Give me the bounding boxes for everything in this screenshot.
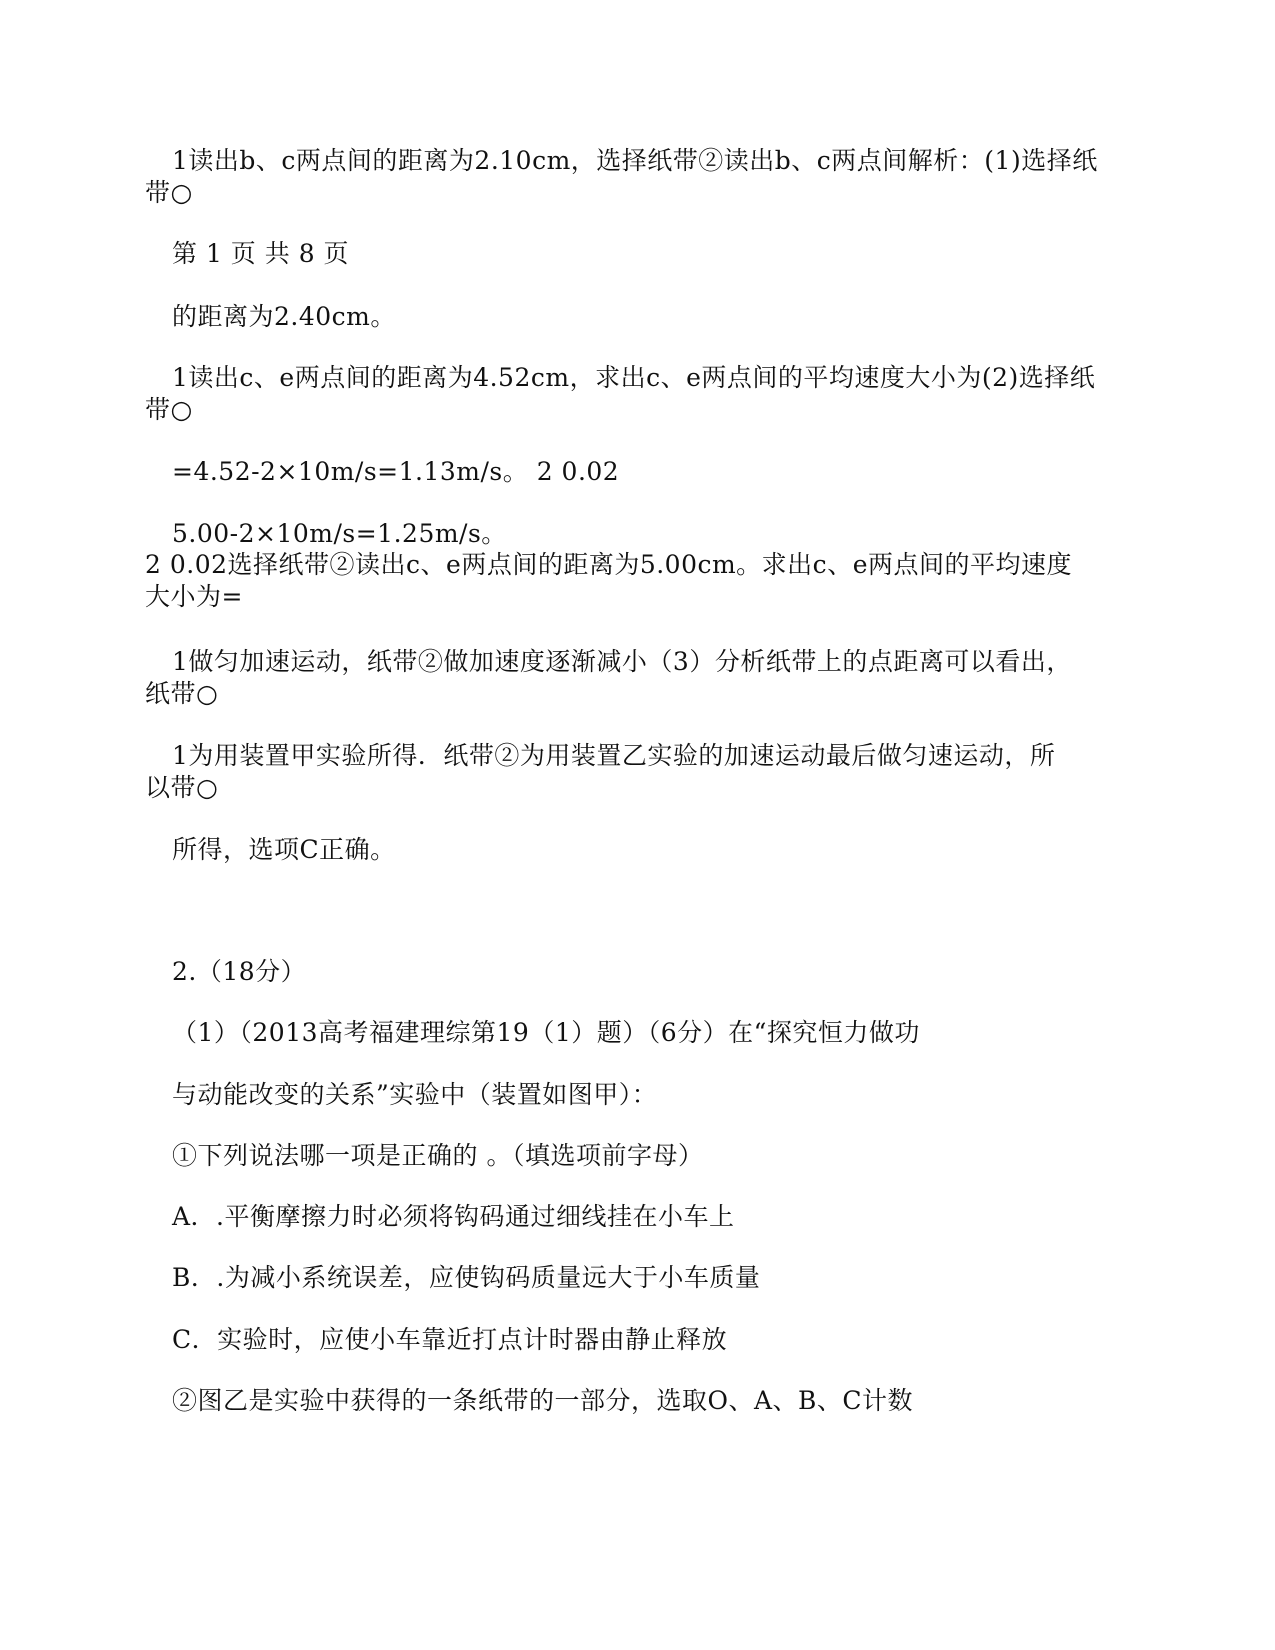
text-line: 1为用装置甲实验所得．纸带②为用装置乙实验的加速运动最后做匀速运动，所 [172,741,1056,770]
page-number: 第 1 页 共 8 页 [172,239,350,268]
option-b: B．.为减小系统误差，应使钩码质量远大于小车质量 [172,1263,761,1292]
option-c: C．实验时，应使小车靠近打点计时器由静止释放 [172,1325,728,1354]
text-line: 带○ [145,178,193,207]
text-line: 1做匀加速运动，纸带②做加速度逐渐减小（3）分析纸带上的点距离可以看出， [172,647,1072,676]
text-line: 以带○ [145,773,219,802]
text-line: 的距离为2.40cm。 [172,302,396,331]
text-line: 1读出c、e两点间的距离为4.52cm，求出c、e两点间的平均速度大小为(2)选择纸 [172,363,1096,392]
question-text: ②图乙是实验中获得的一条纸带的一部分，选取O、A、B、C计数 [172,1386,914,1415]
text-line: 带○ [145,395,193,424]
text-line: 1读出b、c两点间的距离为2.10cm，选择纸带②读出b、c两点间解析：(1)选择纸 [172,146,1098,175]
question-heading: 2.（18分） [172,957,307,986]
formula-line: 5.00-2×10m/s=1.25m/s。 [172,519,507,548]
question-prompt: ①下列说法哪一项是正确的 。（填选项前字母） [172,1141,704,1170]
text-line: 所得，选项C正确。 [172,835,396,864]
text-line: 大小为= [145,582,243,611]
question-text: （1）（2013高考福建理综第19（1）题）（6分）在“探究恒力做功 [172,1018,920,1047]
option-a: A．.平衡摩擦力时必须将钩码通过细线挂在小车上 [172,1202,735,1231]
text-line: 2 0.02选择纸带②读出c、e两点间的距离为5.00cm。求出c、e两点间的平均速度 [145,550,1072,579]
question-text: 与动能改变的关系”实验中（装置如图甲）： [172,1080,658,1109]
formula-line: =4.52-2×10m/s=1.13m/s。 2 0.02 [172,457,620,486]
text-line: 纸带○ [145,679,219,708]
